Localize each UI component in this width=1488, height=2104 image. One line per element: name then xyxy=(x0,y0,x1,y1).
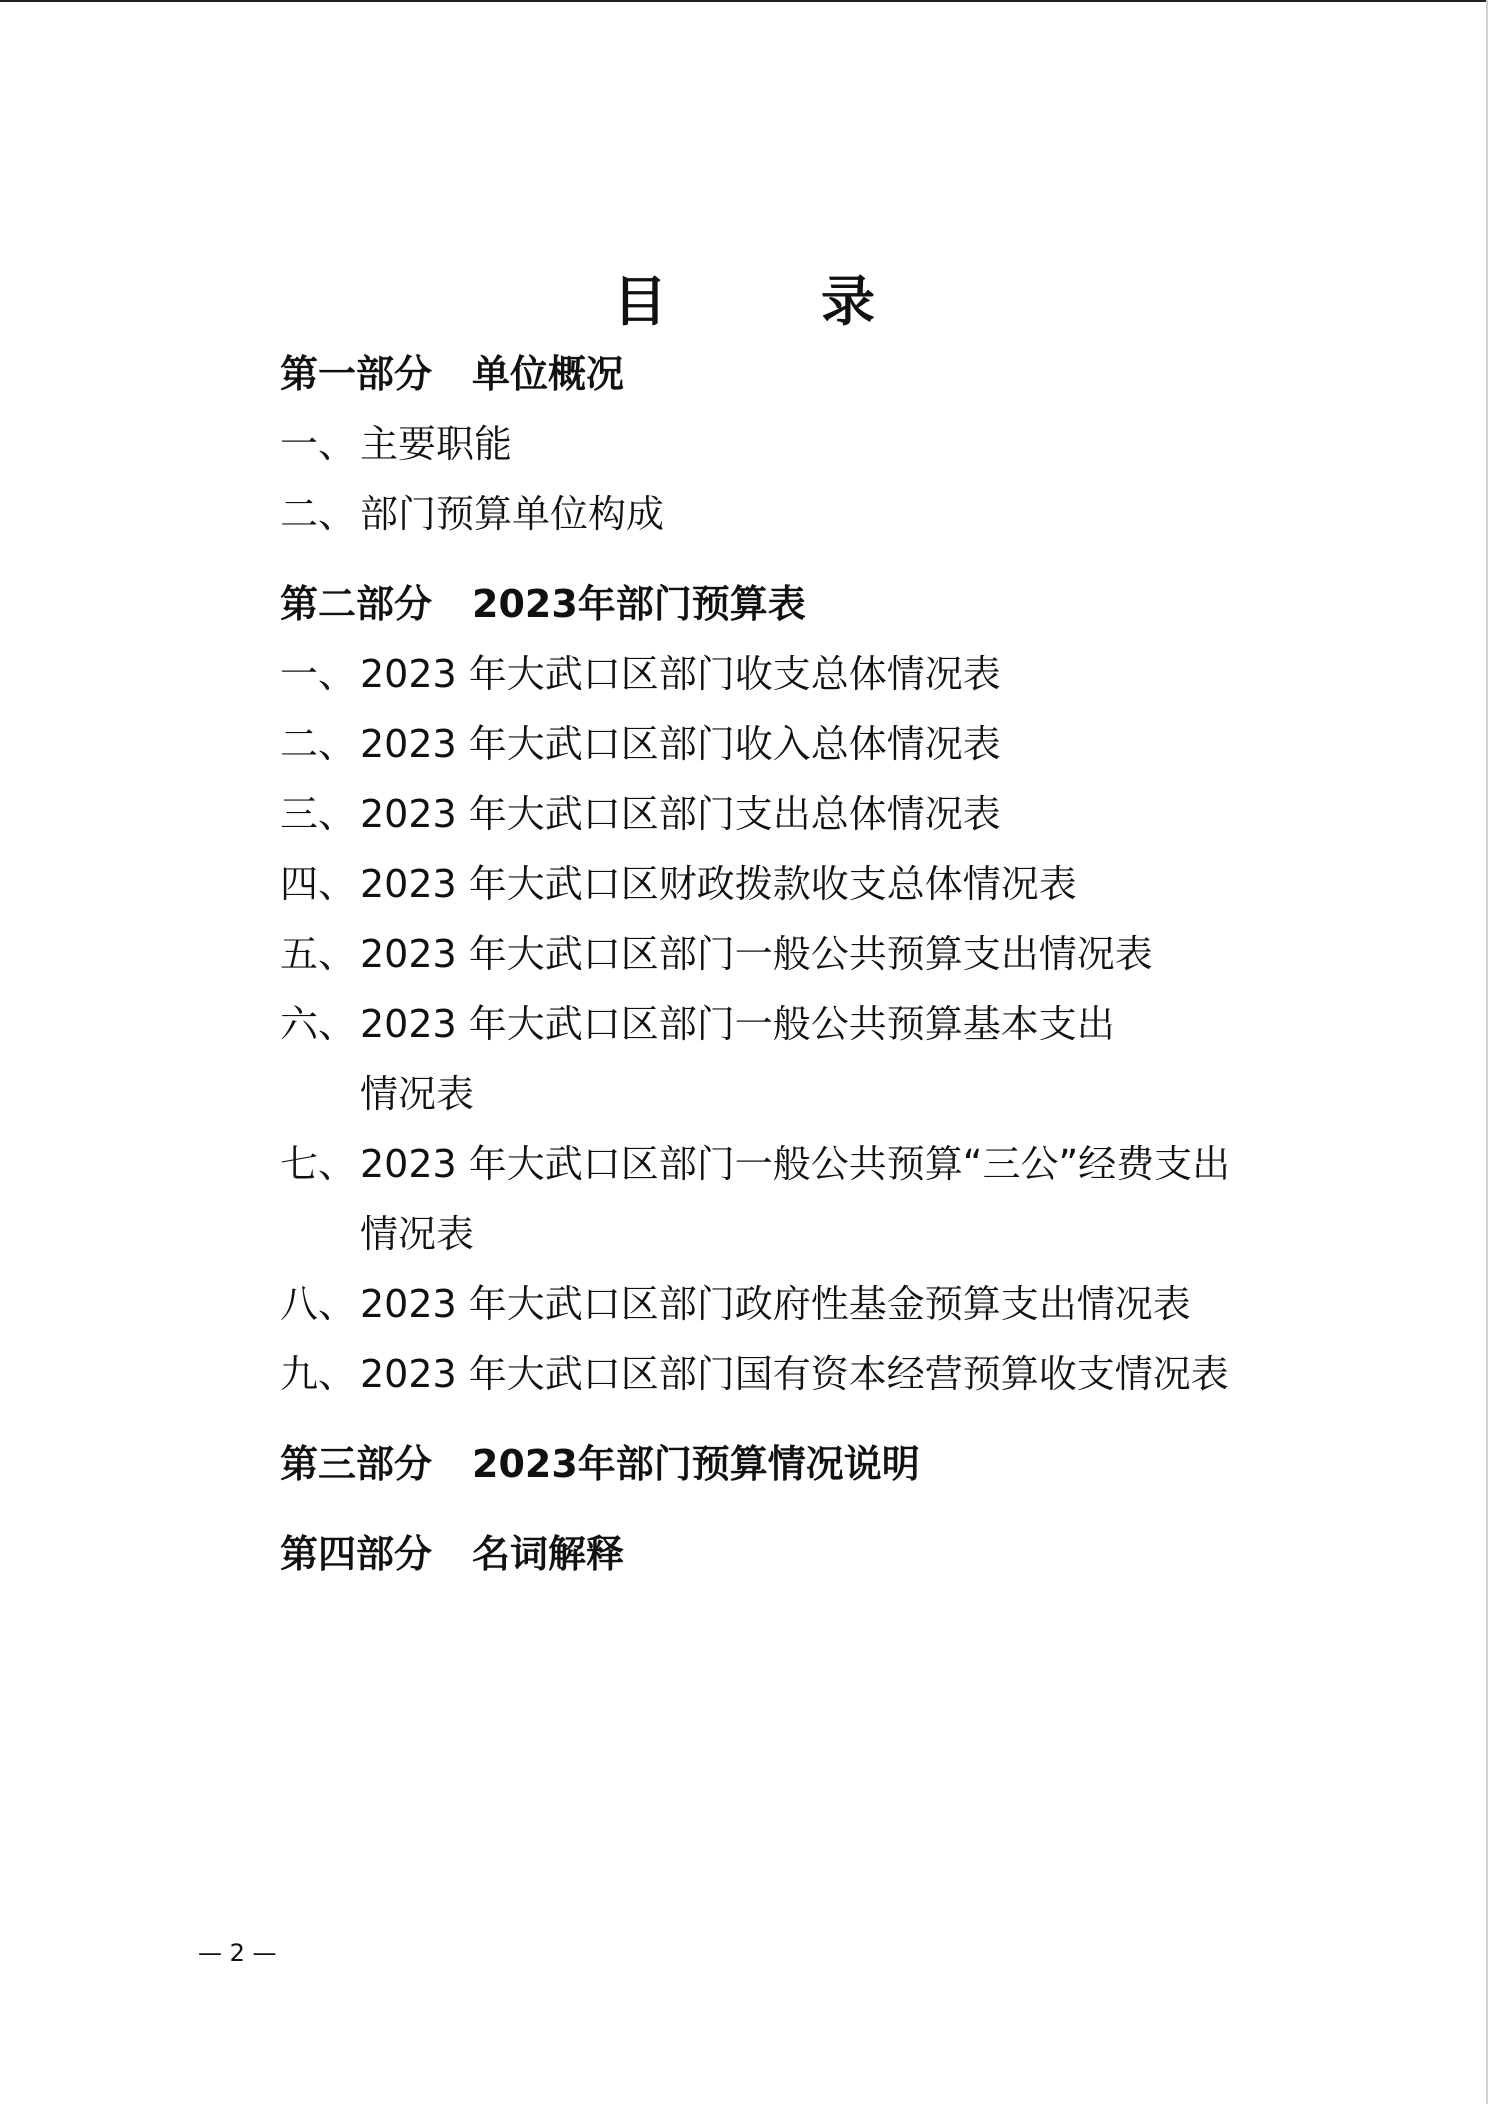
toc-title: 目 录 xyxy=(613,270,925,333)
part-1-item-2 xyxy=(280,488,664,540)
item-number: 四、 xyxy=(280,862,357,906)
item-text: 主要职能 xyxy=(360,422,513,466)
part-2-item-8 xyxy=(280,1278,1191,1330)
item-text: 2023 年大武口区部门政府性基金预算支出情况表 xyxy=(360,1282,1191,1326)
part-title: 单位概况 xyxy=(472,352,625,396)
item-number: 一、 xyxy=(280,422,357,466)
item-text: 2023 年大武口区部门国有资本经营预算收支情况表 xyxy=(360,1352,1229,1396)
item-number: 五、 xyxy=(280,932,357,976)
top-border xyxy=(0,0,1488,2)
part-3-heading xyxy=(280,1438,920,1490)
part-1-item-1 xyxy=(280,418,512,470)
item-number: 六、 xyxy=(280,1002,357,1046)
part-label: 第二部分 xyxy=(280,582,433,626)
part-4-heading xyxy=(280,1528,624,1580)
item-number: 三、 xyxy=(280,792,357,836)
part-label: 第四部分 xyxy=(280,1532,433,1576)
part-2-item-6-continued: 情况表 xyxy=(360,1072,475,1116)
item-text: 2023 年大武口区财政拨款收支总体情况表 xyxy=(360,862,1077,906)
item-number: 七、 xyxy=(280,1142,357,1186)
part-title: 2023年部门预算情况说明 xyxy=(472,1442,920,1486)
part-label: 第一部分 xyxy=(280,352,433,396)
item-number: 九、 xyxy=(280,1352,357,1396)
part-2-item-7-continued: 情况表 xyxy=(360,1212,475,1256)
item-text: 部门预算单位构成 xyxy=(360,492,665,536)
part-title: 名词解释 xyxy=(472,1532,625,1576)
part-2-item-9 xyxy=(280,1348,1229,1400)
page-number: — 2 — xyxy=(198,1939,277,1967)
part-title: 2023年部门预算表 xyxy=(472,582,806,626)
item-number: 二、 xyxy=(280,492,357,536)
part-2-item-4 xyxy=(280,858,1077,910)
item-text: 2023 年大武口区部门一般公共预算支出情况表 xyxy=(360,932,1153,976)
part-2-item-3 xyxy=(280,788,1001,840)
part-2-item-7 xyxy=(280,1138,1230,1190)
part-2-item-2 xyxy=(280,718,1001,770)
part-2-heading xyxy=(280,578,806,630)
part-1-heading xyxy=(280,348,624,400)
item-number: 八、 xyxy=(280,1282,357,1326)
part-2-item-1 xyxy=(280,648,1001,700)
item-text: 2023 年大武口区部门一般公共预算基本支出 xyxy=(360,1002,1115,1046)
item-text: 2023 年大武口区部门收支总体情况表 xyxy=(360,652,1001,696)
item-number: 二、 xyxy=(280,722,357,766)
part-label: 第三部分 xyxy=(280,1442,433,1486)
item-text: 2023 年大武口区部门收入总体情况表 xyxy=(360,722,1001,766)
part-2-item-5 xyxy=(280,928,1153,980)
item-number: 一、 xyxy=(280,652,357,696)
part-2-item-6 xyxy=(280,998,1115,1050)
item-text: 2023 年大武口区部门一般公共预算“三公”经费支出 xyxy=(360,1142,1231,1186)
item-text: 2023 年大武口区部门支出总体情况表 xyxy=(360,792,1001,836)
